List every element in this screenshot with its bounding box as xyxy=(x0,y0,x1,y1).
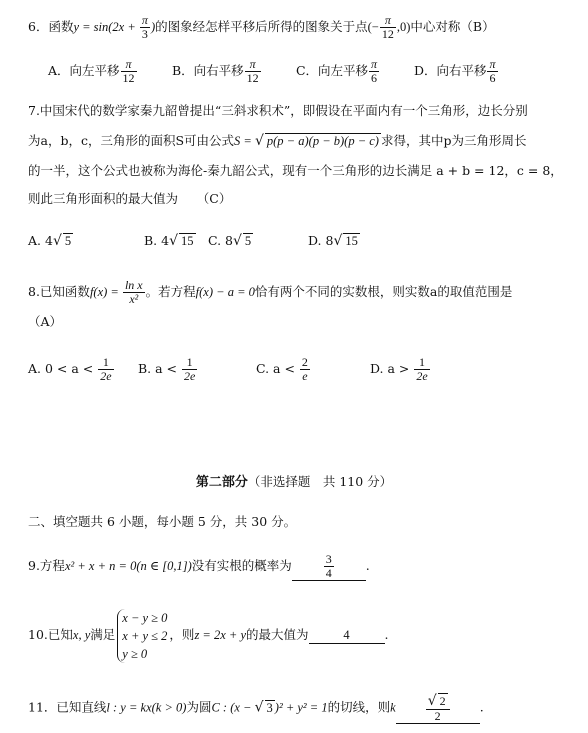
part2-heading: 第二部分（非选择题 共 110 分） xyxy=(195,474,393,490)
q6-option-c: C．向左平移 $\frac{\pi}{6}$ xyxy=(295,57,378,85)
q7-option-c: C. 8√ 5 xyxy=(207,233,252,249)
q7-line1: 7.中国宋代的数学家秦九韶曾提出“三斜求积术”，即假设在平面内有一个三角形，边长分别 xyxy=(28,103,528,118)
q8-option-d: D. a > $\frac{1}{2e}$ xyxy=(369,355,428,383)
q8-option-b: B. a < $\frac{1}{2e}$ xyxy=(137,355,196,383)
q7-option-b: B. 4√ 15 xyxy=(143,233,194,249)
q6-option-b: B．向右平移 $\frac{\pi}{12}$ xyxy=(171,57,259,85)
q8-stem: 8.已知函数f(x) = $\frac{\text{ln x}}{\text{x²}}$ 。若方程f(x) − a = 0恰有两个不同的实数根，则实数a的取值范围是 xyxy=(28,278,513,306)
q8-option-a: A. 0 < a < $\frac{1}{2e}$ xyxy=(28,355,112,383)
q10-stem: 10.已知x, y满足 x − y ≥ 0 x + y ≤ 2 y ≥ 0 ，则z = 2x + y的最大值为 4 . xyxy=(28,610,389,661)
q8-answer: （A） xyxy=(28,314,63,329)
q9-stem: 9.方程x² + x + n = 0(n ∈ [0,1])没有实根的概率为 $\frac{3}{4}$ . xyxy=(28,552,370,580)
q6-stem: 6．函数y = sin(2x + $\frac{\pi}{3}$ )的图象经怎样平移后所得的图象关于点(− $\frac{\pi}{12}$ ,0)中心对称（B） xyxy=(28,13,495,41)
q11-answer-blank: $\frac{√ 2}{2}$ xyxy=(396,693,480,724)
q6-options xyxy=(48,58,499,85)
q7-line2: 为a，b，c，三角形的面积S可由公式S = √ p(p − a)(p − b)(p − c) 求得，其中p为三角形周长 xyxy=(28,133,527,149)
section2-instructions: 二、填空题共 6 小题，每小题 5 分，共 30 分。 xyxy=(28,514,297,529)
q9-answer-blank: $\frac{3}{4}$ xyxy=(292,553,366,581)
q8-option-c: C. a < $\frac{2}{e}$ xyxy=(255,355,308,383)
q7-options xyxy=(28,231,360,251)
q11-stem: 11．已知直线l : y = kx(k > 0)为圆C : (x − √ 3 )² + y² = 1的切线，则k $\frac{√ 2}{2}$ . xyxy=(28,693,484,723)
q6-option-d: D．向右平移 $\frac{\pi}{6}$ xyxy=(413,57,496,85)
q7-line3: 的一半，这个公式也被称为海伦-秦九韶公式，现有一个三角形的边长满足 a + b = 12，c = 8， xyxy=(28,163,563,178)
q10-constraint-system: x − y ≥ 0 x + y ≤ 2 y ≥ 0 xyxy=(117,609,167,663)
q6-option-a: A．向左平移 $\frac{\pi}{12}$ xyxy=(48,57,135,85)
q7-option-d: D. 8√ 15 xyxy=(307,233,358,249)
q7-line4: 则此三角形面积的最大值为 （C） xyxy=(28,191,232,206)
q10-answer-blank: 4 xyxy=(309,627,385,644)
q8-options xyxy=(28,356,431,383)
q7-option-a: A. 4√ 5 xyxy=(28,233,72,249)
